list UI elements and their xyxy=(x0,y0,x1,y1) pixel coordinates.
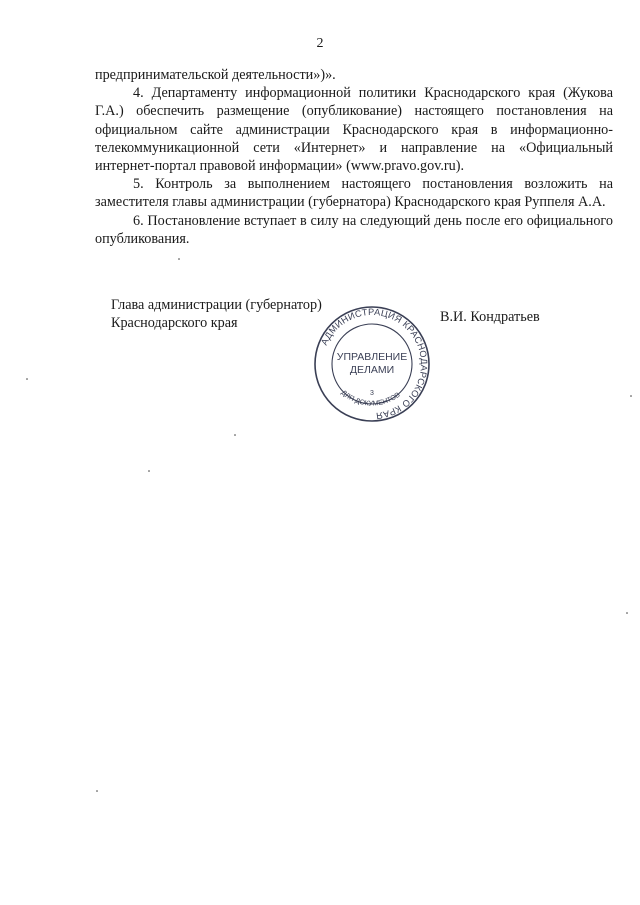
paragraph-item-4: 4. Департаменту информационной политики Краснодарского края (Жукова Г.А.) обеспечить размещение (опубликование) настоящего постановления на официальном сайте администрации Краснодарского края в информационно-телекоммуникационной сети «Интернет» и направление на «Официальный интернет-портал правовой информации» (www.pravo.gov.ru). xyxy=(95,85,613,175)
signature-block xyxy=(111,296,322,332)
paragraph-continuation: предпринимательской деятельности»)». xyxy=(95,67,336,83)
page-number: 2 xyxy=(316,36,324,51)
signatory-position-line2: Краснодарского края xyxy=(111,315,238,332)
stamp-ring-text: АДМИНИСТРАЦИЯ КРАСНОДАРСКОГО КРАЯ xyxy=(319,306,430,421)
scan-artifact xyxy=(96,790,98,792)
paragraph-item-6: 6. Постановление вступает в силу на следующий день после его официального опубликования. xyxy=(95,212,613,247)
document-body xyxy=(95,66,613,248)
stamp-bottom-text: ДЛЯ ДОКУМЕНТОВ xyxy=(339,389,402,408)
stamp-number: 3 xyxy=(370,390,374,397)
scan-artifact xyxy=(178,258,180,260)
stamp-center-line1: УПРАВЛЕНИЕ xyxy=(336,351,408,363)
scan-artifact xyxy=(26,378,28,380)
scan-artifact xyxy=(148,470,150,472)
scan-artifact xyxy=(630,395,632,397)
scan-artifact xyxy=(626,612,628,614)
stamp-center-line2: ДЕЛАМИ xyxy=(349,364,395,376)
official-seal-stamp xyxy=(312,304,432,424)
paragraph-item-5: 5. Контроль за выполнением настоящего постановления возложить на заместителя главы администрации (губернатора) Краснодарского края Руппеля А.А. xyxy=(95,176,613,211)
signatory-position-line1: Глава администрации (губернатор) xyxy=(111,297,322,313)
signatory-name: В.И. Кондратьев xyxy=(440,309,540,325)
scan-artifact xyxy=(234,434,236,436)
